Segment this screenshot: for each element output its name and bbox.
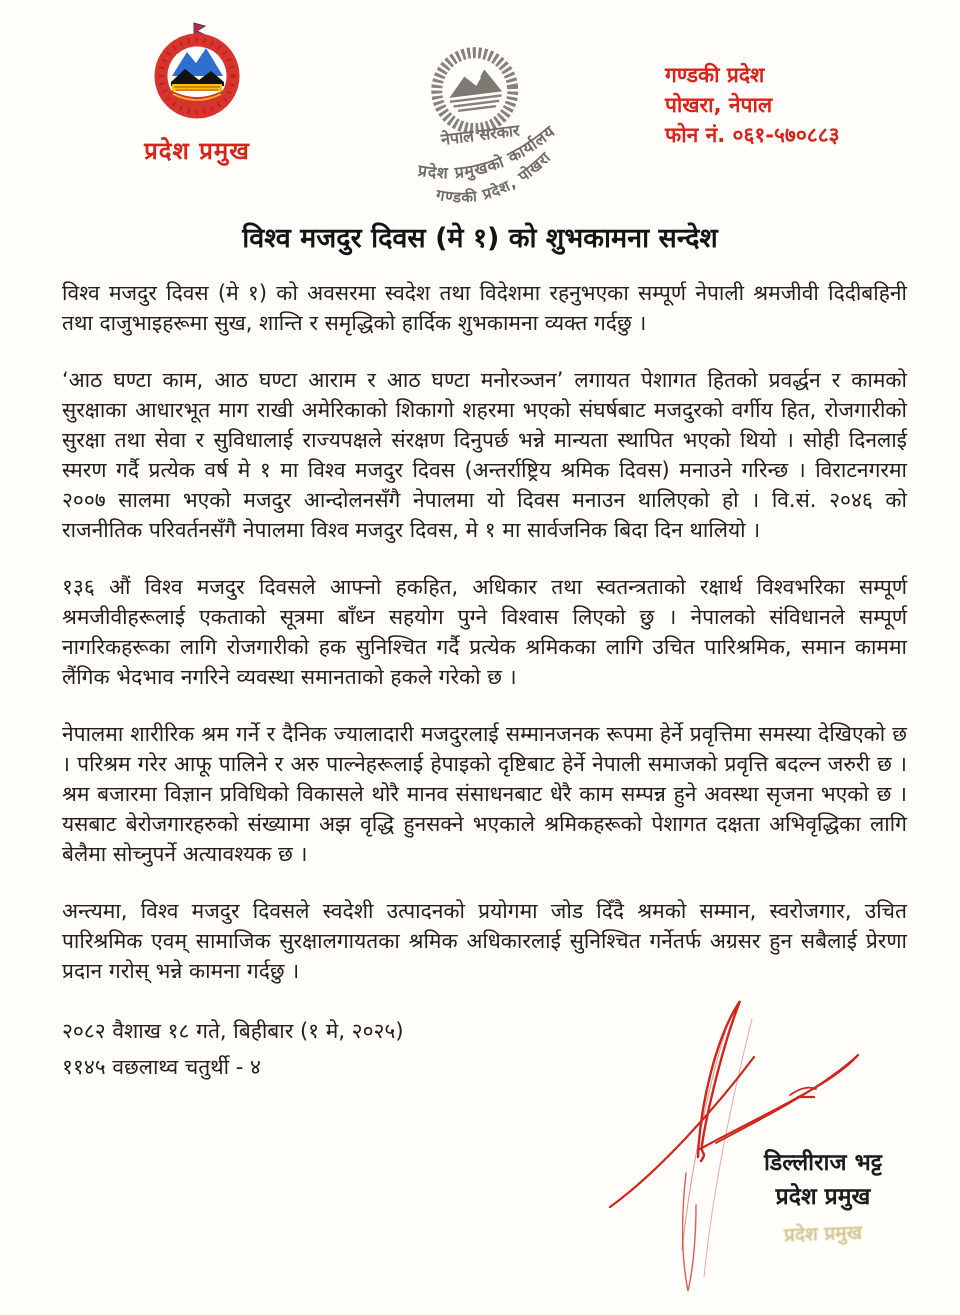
stamp-line-nepal-sarkar: नेपाल सरकार (439, 120, 521, 150)
signatory-designation: प्रदेश प्रमुख (775, 1184, 871, 1210)
province-emblem-block (142, 22, 252, 167)
date-line-bs-ad: २०८२ वैशाख १८ गते, बिहीबार (१ मे, २०२५) (62, 1019, 404, 1043)
contact-province: गण्डकी प्रदेश (665, 63, 765, 87)
letter-paragraph: अन्त्यमा, विश्व मजदुर दिवसले स्वदेशी उत्पादनको प्रयोगमा जोड दिँदै श्रमको सम्मान, स्वरोजगार, उचित पारिश्रमिक एवम् सामाजिक सुरक्षालगायतका श्रमिक अधिकारलाई सुनिश्चित गर्नेतर्फ अग्रसर हुन सबैलाई प्रेरणा प्रदान गरोस् भन्ने कामना गर्दछु । (62, 899, 907, 983)
faint-designation-stamp: प्रदेश प्रमुख (783, 1221, 863, 1247)
date-line-nepal-sambat: ११४५ वछलाथ्व चतुर्थी - ४ (62, 1055, 261, 1079)
stamp-line-office: प्रदेश प्रमुखको कार्यालय (416, 121, 559, 183)
letterhead-contact-block (665, 60, 840, 150)
letter-title: विश्व मजदुर दिवस (मे १) को शुभकामना सन्देश (242, 223, 718, 254)
office-stamp (377, 27, 589, 239)
letter-paragraph: विश्व मजदुर दिवस (मे १) को अवसरमा स्वदेश तथा विदेशमा रहनुभएका सम्पूर्ण नेपाली श्रमजीवी दिदीबहिनी तथा दाजुभाइहरूमा सुख, शान्ति र समृद्धिको हार्दिक शुभकामना व्यक्त गर्दछु । (62, 281, 907, 335)
signatory-block (764, 1146, 882, 1246)
gandaki-emblem-icon (147, 22, 247, 126)
letter-paragraph: ‘आठ घण्टा काम, आठ घण्टा आराम र आठ घण्टा मनोरञ्जन’ लगायत पेशागत हितको प्रवर्द्धन र कामको सुरक्षाका आधारभूत माग राखी अमेरिकाको शिकागो शहरमा भएको संघर्षबाट मजदुरको वर्गीय हित, रोजगारीको सुरक्षा तथा सेवा र सुविधालाई राज्यपक्षले संरक्षण दिनुपर्छ भन्ने मान्यता स्थापित भएको थियो । सोही दिनलाई स्मरण गर्दै प्रत्येक वर्ष मे १ मा विश्व मजदुर दिवस (अन्तर्राष्ट्रिय श्रमिक दिवस) मनाउने गरिन्छ । विराटनगरमा २००७ सालमा भएको मजदुर आन्दोलनसँगै नेपालमा यो दिवस मनाउन थालिएको हो । वि.सं. २०४६ को राजनीतिक परिवर्तनसँगै नेपालमा विश्व मजदुर दिवस, मे १ मा सार्वजनिक बिदा दिन थालियो । (62, 368, 907, 542)
contact-city: पोखरा, नेपाल (665, 93, 773, 117)
signatory-name: डिल्लीराज भट्ट (763, 1150, 882, 1176)
stamp-line-province: गण्डकी प्रदेश, पोखरा (434, 148, 555, 207)
contact-phone: फोन नं. ०६१-५७०८८३ (665, 123, 840, 147)
letter-body (62, 278, 907, 1085)
letter-paragraph: नेपालमा शारीरिक श्रम गर्ने र दैनिक ज्यालादारी मजदुरलाई सम्मानजनक रूपमा हेर्ने प्रवृत्तिमा समस्या देखिएको छ । परिश्रम गरेर आफू पालिने र अरु पाल्नेहरूलाई हेपाइको दृष्टिबाट हेर्ने नेपाली समाजको प्रवृत्ति बदल्न जरुरी छ । श्रम बजारमा विज्ञान प्रविधिको विकासले थोरै मानव संसाधनबाट धेरै काम सम्पन्न हुने अवस्था सृजना भएको छ । यसबाट बेरोजगारहरुको संख्यामा अझ वृद्धि हुनसक्ने भएकाले श्रमिकहरूको पेशागत दक्षता अभिवृद्धिका लागि बेलैमा सोच्नुपर्ने अत्यावश्यक छ । (62, 722, 907, 866)
emblem-caption: प्रदेश प्रमुख (144, 137, 250, 165)
letter-paragraph: १३६ औं विश्व मजदुर दिवसले आफ्नो हकहित, अधिकार तथा स्वतन्त्रताको रक्षार्थ विश्वभरिका सम्पूर्ण श्रमजीवीहरूलाई एकताको सूत्रमा बाँध्न सहयोग पुग्ने विश्वास लिएको छु । नेपालको संविधानले सम्पूर्ण नागरिकहरूका लागि रोजगारीको हक सुनिश्चित गर्दै प्रत्येक श्रमिकका लागि उचित पारिश्रमिक, समान काममा लैंगिक भेदभाव नगरिने व्यवस्था समानताको हकले गरेको छ । (62, 575, 907, 689)
